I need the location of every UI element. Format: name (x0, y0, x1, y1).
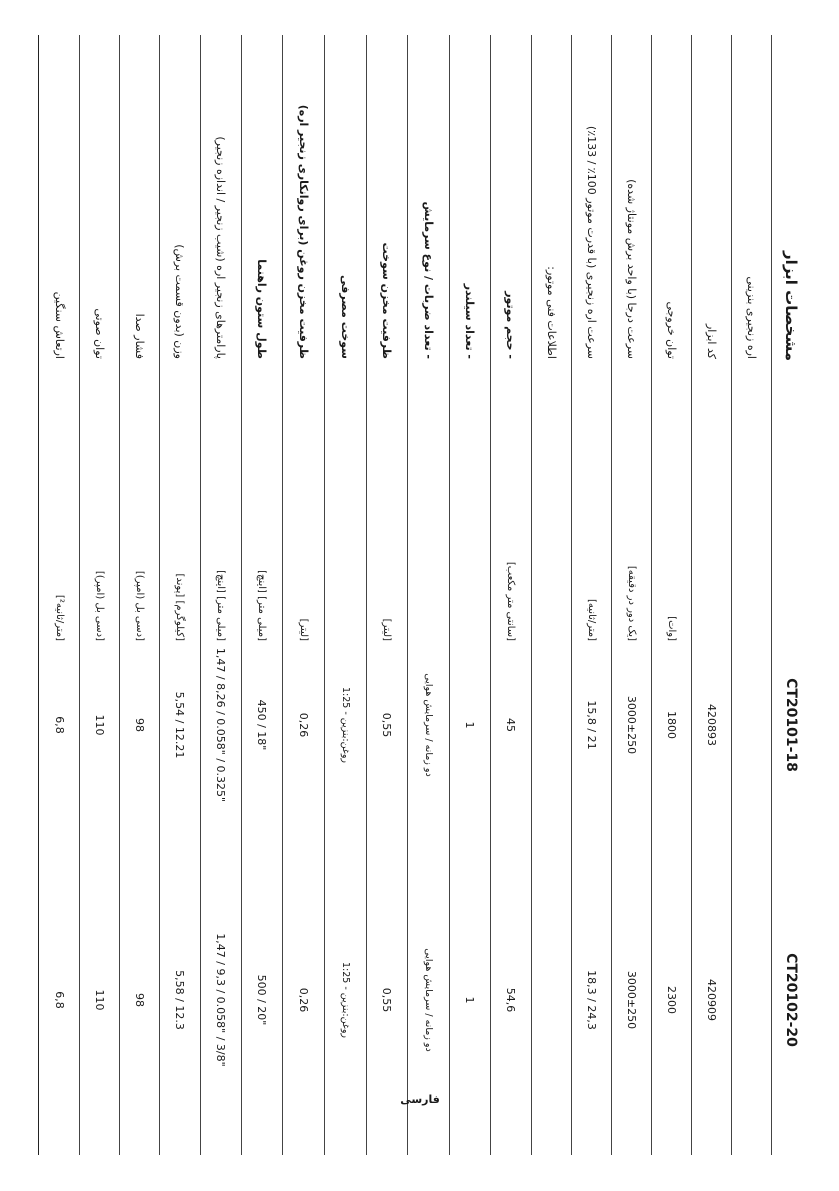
page-title: مشخصات ابزار (782, 251, 800, 361)
row-label: ظرفیت مخزن سوخت (380, 242, 394, 359)
table-header (772, 35, 810, 1155)
table-row (531, 35, 572, 1155)
value-model-1: 3000±250 (625, 695, 638, 755)
row-label: طول ستون راهنما (255, 259, 269, 359)
model-header-1: CT20101-18 (783, 678, 799, 772)
value-model-2: 0,26 (297, 987, 310, 1013)
value-model-1: 5,54 / 12.21 (173, 691, 187, 759)
table-row (407, 35, 450, 1155)
row-unit: [کیلوگرم] [پوند] (174, 573, 186, 641)
value-model-1 (531, 595, 571, 855)
table-row (731, 35, 772, 1155)
model-header-2: CT20102-20 (783, 953, 799, 1047)
row-label: ارتعاش سنگین (53, 291, 66, 359)
value-model-2: 2300 (665, 986, 678, 1014)
row-unit: [دسی بل (امپر)] (94, 570, 105, 641)
row-label: سوخت مصرفی (339, 275, 352, 359)
language-label: فارسی (400, 1093, 440, 1106)
row-label: سرعت درجا (با واحد برش مونتاژ شده) (625, 179, 638, 359)
value-model-1: 1 (463, 721, 477, 729)
row-label: اطلاعات فنی موتور: (545, 266, 558, 359)
row-unit: [میلی متر] [اینچ] (215, 570, 227, 641)
value-model-2: 420909 (705, 979, 718, 1021)
value-model-1 (731, 595, 771, 855)
value-model-2: 98 (133, 993, 146, 1007)
value-model-2 (731, 865, 771, 1135)
row-unit: [یک دور در دقیقه] (626, 565, 637, 641)
table-row (282, 35, 325, 1155)
value-model-2: 54,6 (504, 987, 518, 1013)
row-unit: [لیتر] (298, 618, 309, 641)
value-model-2: روغن:بنزین - 1:25 (340, 961, 351, 1038)
value-model-1: 450 / 18" (255, 699, 269, 751)
value-model-2 (531, 865, 571, 1135)
value-model-2: 1 (463, 996, 477, 1004)
table-row (241, 35, 283, 1155)
row-label: فشار صدا (133, 313, 146, 359)
table-row (571, 35, 612, 1155)
row-unit: [لیتر] (381, 618, 393, 641)
row-label: سرعت اره زنجیری (با قدرت موتور 100٪ / 133٪) (585, 125, 598, 359)
value-model-1: 0,26 (297, 712, 310, 738)
row-unit: [متر/ثانیه²] (54, 594, 65, 641)
value-model-1: 6,8 (53, 716, 66, 734)
row-label: ظرفیت مخزن روغن (برای روانکاری زنجیر اره) (297, 104, 310, 359)
table-row (449, 35, 491, 1155)
row-label: - تعداد ضربات / نوع سرمایش (422, 201, 435, 359)
value-model-2: 5,58 / 12.3 (173, 970, 187, 1030)
row-label: کد ابزار (705, 323, 718, 359)
value-model-2: دو زمانه / سرمایش هوایی (423, 948, 434, 1052)
table-row (691, 35, 732, 1155)
value-model-2: 110 (93, 989, 106, 1011)
value-model-2: 6,8 (53, 991, 66, 1009)
value-model-1: 15,8 / 21 (585, 700, 598, 750)
value-model-1: 1,47 / 8,26 / 0.058" / 0.325" (214, 647, 228, 803)
value-model-1: 110 (93, 714, 106, 736)
row-label: وزن (بدون قسمت برش) (173, 244, 187, 359)
value-model-1: 45 (504, 718, 518, 732)
row-unit: [سانتی متر مکعب] (505, 561, 517, 641)
table-row (79, 35, 120, 1155)
value-model-2: 1,47 / 9,3 / 0.058" / 3/8" (214, 933, 228, 1067)
row-unit: [وات] (666, 616, 677, 641)
value-model-1: دو زمانه / سرمایش هوایی (423, 673, 434, 777)
rotated-spec-sheet (50, 35, 810, 1155)
table-row (159, 35, 201, 1155)
row-label: پارامترهای زنجیر اره (شیب زنجیر / اندازه زنجیر) (214, 136, 228, 359)
row-label: - تعداد سیلندر (463, 283, 477, 359)
table-row (651, 35, 692, 1155)
row-label: اره زنجیری بنزینی (745, 276, 758, 359)
spec-table (50, 35, 810, 1155)
table-row (366, 35, 408, 1155)
table-row (611, 35, 652, 1155)
table-row (324, 35, 367, 1155)
row-label: توان خروجی (665, 301, 678, 359)
value-model-2: 3000±250 (625, 970, 638, 1030)
row-unit: [متر/ثانیه] (586, 598, 597, 641)
value-model-2: 18,3 / 24,3 (585, 970, 598, 1030)
value-model-1: 0,55 (380, 712, 394, 738)
value-model-1: 1800 (665, 711, 678, 739)
table-row (38, 35, 80, 1155)
row-label: - حجم موتور (504, 291, 518, 359)
table-row (490, 35, 532, 1155)
row-label: توان صوتی (93, 308, 106, 359)
table-row (119, 35, 160, 1155)
value-model-1: 420893 (705, 704, 718, 746)
table-row (200, 35, 242, 1155)
value-model-1: 98 (133, 718, 146, 732)
value-model-2: 500 / 20" (255, 974, 269, 1026)
row-unit: [دسی بل (امپر)] (134, 570, 145, 641)
row-unit: [میلی متر] [اینچ] (256, 570, 268, 641)
value-model-2: 0,55 (380, 987, 394, 1013)
value-model-1: روغن:بنزین - 1:25 (340, 686, 351, 763)
